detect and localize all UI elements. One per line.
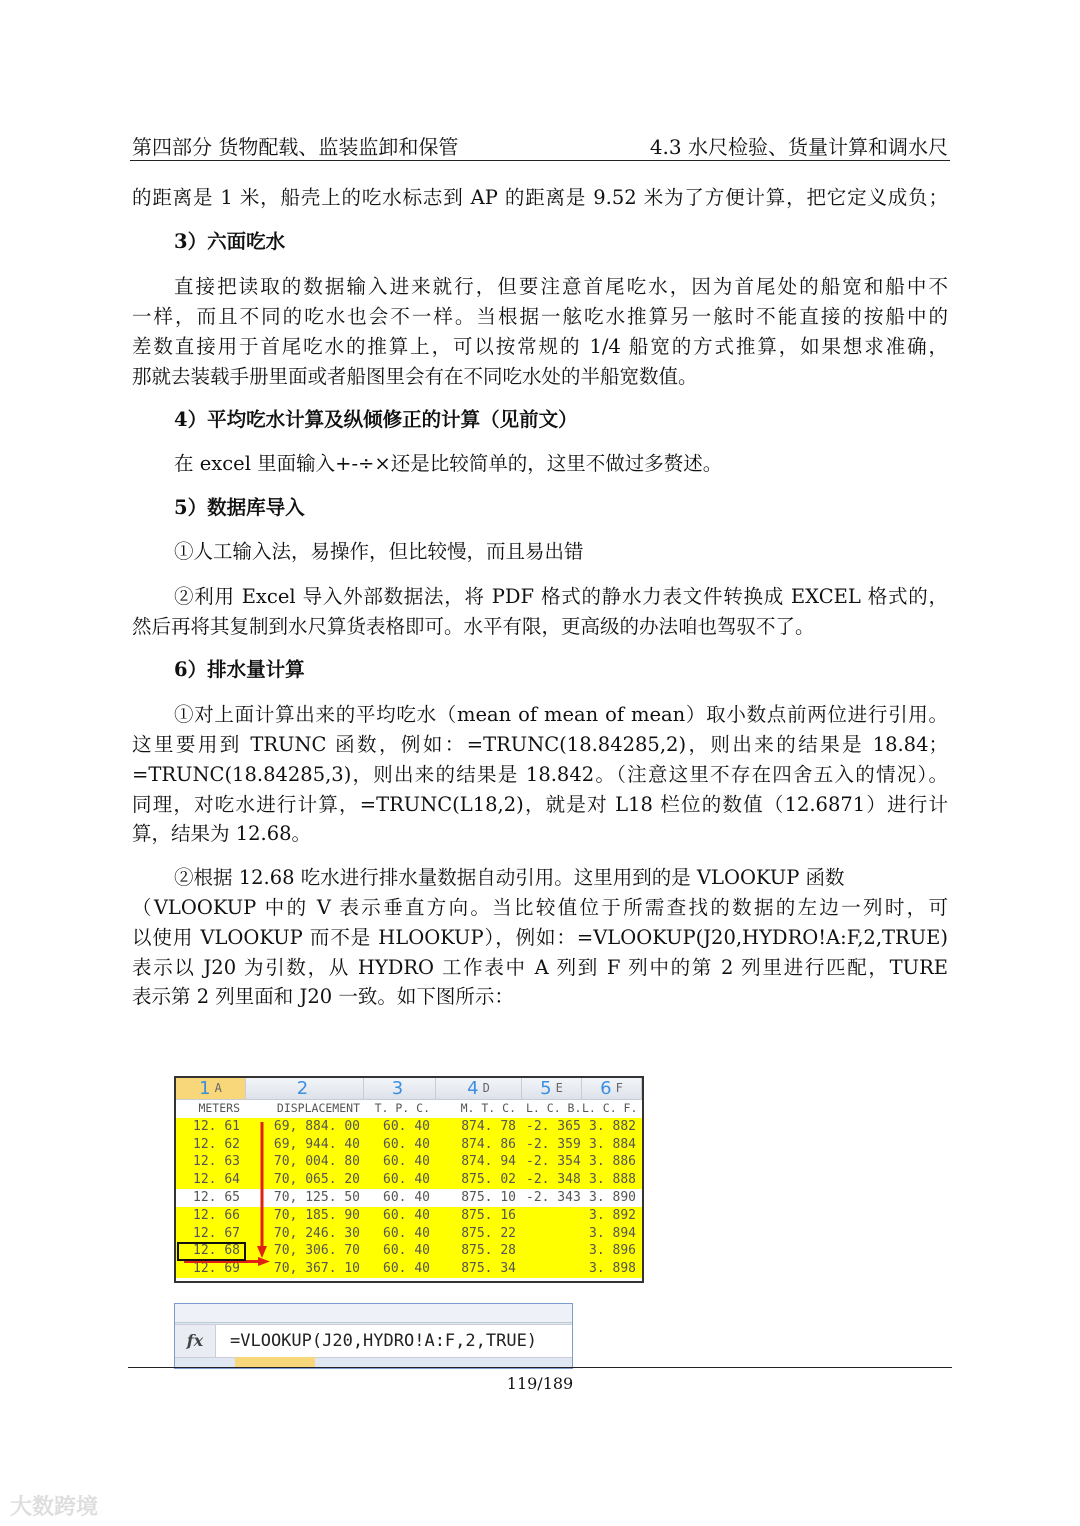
table-cell: 70, 306. 70 [273,1243,360,1259]
text-line: 一样，而且不同的吃水也会不一样。当根据一舷吃水推算另一舷时不能直接的按船中的 [132,305,948,328]
table-cell: -2. 365 [526,1118,581,1134]
text-line: 直接把读取的数据输入进来就行，但要注意首尾吃水，因为首尾处的船宽和船中不 [174,275,948,298]
table-cell: 70, 185. 90 [273,1207,360,1223]
text-line: （VLOOKUP 中的 V 表示垂直方向。当比较值位于所需查找的数据的左边一列时，可 [132,896,948,919]
text-line: 差数直接用于首尾吃水的推算上，可以按常规的 1/4 船宽的方式推算，如果想求准确， [132,335,948,358]
table-cell: 12. 67 [193,1225,240,1241]
text-line: 那就去装载手册里面或者船图里会有在不同吃水处的半船宽数值。 [132,365,698,388]
table-cell: 3. 892 [589,1207,636,1223]
table-row [176,1260,642,1278]
header-rule [130,160,950,161]
table-cell: 70, 367. 10 [273,1261,360,1277]
table-cell: 12. 62 [193,1136,240,1152]
column-letter: E [555,1081,563,1095]
column-header [436,1078,522,1099]
table-cell: 875. 28 [461,1243,516,1259]
column-number: 4 [467,1078,479,1099]
table-cell: -2. 343 [526,1189,581,1205]
table-cell: 70, 125. 50 [273,1189,360,1205]
column-letter: D [482,1081,490,1095]
header-left: 第四部分 货物配载、监装监卸和保管 [132,135,459,159]
text-line: 这里要用到 TRUNC 函数，例如：=TRUNC(18.84285,2)，则出来的结果是 18.84； [132,733,948,756]
table-cell [522,1242,582,1260]
table-cell: 12. 63 [193,1154,240,1170]
table-cell: 69, 884. 00 [273,1118,360,1134]
column-number: 6 [600,1078,612,1099]
text-line: 算，结果为 12.68。 [132,822,312,845]
text-line: 然后再将其复制到水尺算货表格即可。水平有限，更高级的办法咱也驾驭不了。 [132,615,815,638]
table-cell: 70, 004. 80 [273,1154,360,1170]
spreadsheet-screenshot [174,1076,644,1283]
table-cell: 3. 898 [589,1261,636,1277]
fx-icon: fx [175,1325,216,1357]
table-cell: L. C. F. [582,1101,638,1115]
watermark: 大数跨境 [10,1495,99,1520]
table-cell: 60. 40 [383,1225,430,1241]
column-number: 5 [540,1078,552,1099]
table-row [176,1153,642,1171]
table-row [176,1242,642,1260]
table-cell: DISPLACEMENT [276,1101,360,1115]
table-cell: METERS [198,1101,240,1115]
text-line: ②根据 12.68 吃水进行排水量数据自动引用。这里用到的是 VLOOKUP 函数 [174,866,845,889]
table-cell: 70, 065. 20 [273,1172,360,1188]
table-cell: 3. 888 [589,1172,636,1188]
text-line: 的距离是 1 米，船壳上的吃水标志到 AP 的距离是 9.52 米为了方便计算，把它定义成负； [132,186,948,209]
table-cell: L. C. B. [526,1101,582,1115]
table-cell: 60. 40 [383,1243,430,1259]
table-cell: 69, 944. 40 [273,1136,360,1152]
table-cell: 12. 65 [193,1189,240,1205]
table-cell: 874. 94 [461,1154,516,1170]
table-cell: 875. 34 [461,1261,516,1277]
column-header [176,1078,246,1099]
table-cell: 12. 64 [193,1172,240,1188]
table-cell: 3. 890 [589,1189,636,1205]
table-cell: 70, 246. 30 [273,1225,360,1241]
table-cell: 875. 02 [461,1172,516,1188]
table-cell: 60. 40 [383,1189,430,1205]
table-cell: 60. 40 [383,1207,430,1223]
table-cell: 3. 894 [589,1225,636,1241]
table-cell: -2. 359 [526,1136,581,1152]
table-cell: 60. 40 [383,1261,430,1277]
table-row [176,1100,642,1118]
table-cell: 874. 78 [461,1118,516,1134]
section-heading: 5）数据库导入 [174,496,305,519]
section-heading: 3）六面吃水 [174,230,286,253]
table-row [176,1207,642,1225]
table-cell: 12. 68 [193,1243,240,1259]
table-cell: 12. 66 [193,1207,240,1223]
table-cell: -2. 354 [526,1154,581,1170]
column-number: 3 [391,1078,404,1099]
column-header [364,1078,436,1099]
table-cell: 875. 10 [461,1189,516,1205]
text-line: 在 excel 里面输入+-÷×还是比较简单的，这里不做过多赘述。 [174,452,723,475]
table-cell: 3. 886 [589,1154,636,1170]
section-heading: 4）平均吃水计算及纵倾修正的计算（见前文） [174,408,578,431]
text-line: ①对上面计算出来的平均吃水（mean of mean of mean）取小数点前两位进行引用。 [174,703,948,726]
page-number: 119/189 [506,1374,574,1393]
table-cell: 3. 882 [589,1118,636,1134]
text-line: 同理，对吃水进行计算，=TRUNC(L18,2)，就是对 L18 栏位的数值（12.6871）进行计 [132,793,948,816]
column-letter: F [615,1081,623,1095]
footer-rule [128,1367,952,1368]
column-number: 1 [199,1078,211,1099]
table-cell: 60. 40 [383,1154,430,1170]
table-row [176,1136,642,1154]
column-header [522,1078,582,1099]
table-cell: 60. 40 [383,1172,430,1188]
table-cell [522,1260,582,1278]
formula-text: =VLOOKUP(J20,HYDRO!A:F,2,TRUE) [230,1331,538,1351]
table-cell: T. P. C. [374,1101,430,1115]
section-heading: 6）排水量计算 [174,658,305,681]
table-row [176,1225,642,1243]
table-cell: 12. 69 [193,1261,240,1277]
text-line: ①人工输入法，易操作，但比较慢，而且易出错 [174,540,584,563]
table-cell: 60. 40 [383,1118,430,1134]
table-cell [522,1225,582,1243]
column-header [246,1078,364,1099]
table-cell: 874. 86 [461,1136,516,1152]
table-cell: -2. 348 [526,1172,581,1188]
table-cell: 12. 61 [193,1118,240,1134]
table-row [176,1118,642,1136]
text-line: 表示以 J20 为引数，从 HYDRO 工作表中 A 列到 F 列中的第 2 列里进行匹配，TURE [132,956,948,979]
column-header [582,1078,642,1099]
text-line: =TRUNC(18.84285,3)，则出来的结果是 18.842。（注意这里不存在四舍五入的情况）。 [132,763,948,786]
table-cell: 60. 40 [383,1136,430,1152]
column-number: 2 [296,1078,309,1099]
table-cell: 3. 896 [589,1243,636,1259]
text-line: 以使用 VLOOKUP 而不是 HLOOKUP），例如：=VLOOKUP(J20,HYDRO!A:F,2,TRUE) [132,926,948,949]
table-row [176,1189,642,1207]
header-right: 4.3 水尺检验、货量计算和调水尺 [649,135,948,159]
table-row [176,1171,642,1189]
formula-bar-screenshot [174,1303,573,1369]
table-cell: 3. 884 [589,1136,636,1152]
column-letter: A [214,1081,222,1095]
table-cell: M. T. C. [460,1101,516,1115]
text-line: ②利用 Excel 导入外部数据法，将 PDF 格式的静水力表文件转换成 EXCEL 格式的， [174,585,948,608]
table-cell [522,1207,582,1225]
table-cell: 875. 16 [461,1207,516,1223]
text-line: 表示第 2 列里面和 J20 一致。如下图所示： [132,985,514,1008]
table-cell: 875. 22 [461,1225,516,1241]
